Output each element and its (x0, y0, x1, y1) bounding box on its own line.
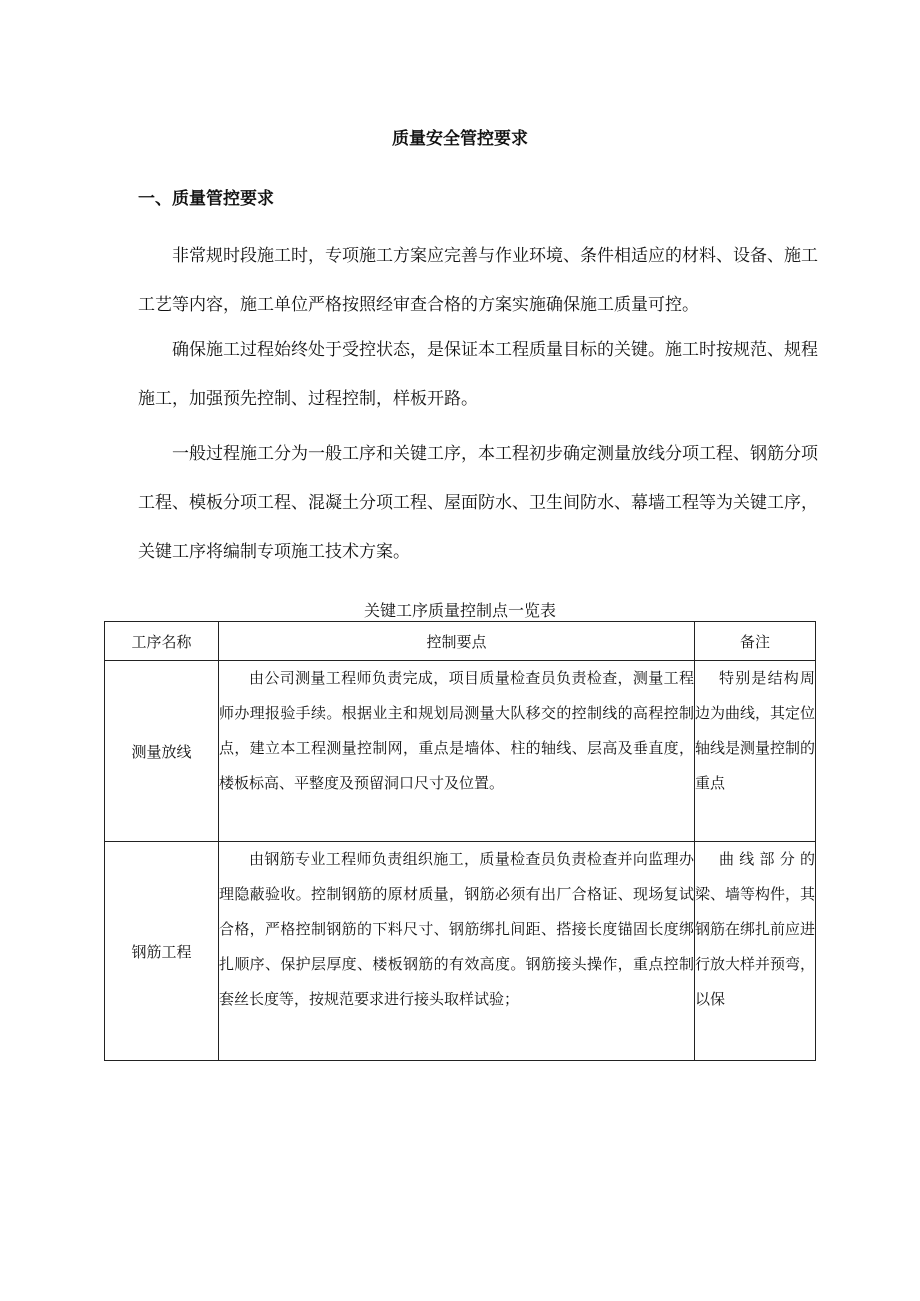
table-row (105, 661, 816, 842)
paragraph-2: 确保施工过程始终处于受控状态，是保证本工程质量目标的关键。施工时按规范、规程施工，加强预先控制、过程控制，样板开路。 (138, 340, 818, 409)
header-remarks: 备注 (695, 622, 816, 661)
section-heading: 一、质量管控要求 (138, 189, 274, 209)
cell-process-name: 钢筋工程 (105, 842, 219, 1061)
cell-process-name: 测量放线 (105, 661, 219, 842)
paragraph-3: 一般过程施工分为一般工序和关键工序，本工程初步确定测量放线分项工程、钢筋分项工程、模板分项工程、混凝土分项工程、屋面防水、卫生间防水、幕墙工程等为关键工序，关键工序将编制专项施工技术方案。 (138, 444, 818, 562)
table-caption: 关键工序质量控制点一览表 (363, 601, 556, 620)
header-control-points: 控制要点 (219, 622, 695, 661)
cell-control-points: 由公司测量工程师负责完成，项目质量检查员负责检查，测量工程师办理报验手续。根据业主和规划局测量大队移交的控制线的高程控制点，建立本工程测量控制网，重点是墙体、柱的轴线、层高及垂直度，楼板标高、平整度及预留洞口尺寸及位置。 (219, 661, 695, 842)
table-row (105, 842, 816, 1061)
table-header-row (105, 622, 816, 661)
header-process-name: 工序名称 (105, 622, 219, 661)
cell-remarks: 特别是结构周边为曲线，其定位轴线是测量控制的重点 (695, 661, 816, 842)
quality-control-table (104, 621, 816, 1061)
paragraph-1: 非常规时段施工时，专项施工方案应完善与作业环境、条件相适应的材料、设备、施工工艺等内容，施工单位严格按照经审查合格的方案实施确保施工质量可控。 (138, 246, 818, 315)
cell-control-points: 由钢筋专业工程师负责组织施工，质量检查员负责检查并向监理办理隐蔽验收。控制钢筋的原材质量，钢筋必须有出厂合格证、现场复试合格，严格控制钢筋的下料尺寸、钢筋绑扎间距、搭接长度锚固长度绑扎顺序、保护层厚度、楼板钢筋的有效高度。钢筋接头操作，重点控制套丝长度等，按规范要求进行接头取样试验； (219, 842, 695, 1061)
document-title: 质量安全管控要求 (392, 129, 528, 149)
cell-remarks: 曲线部分的梁、墙等构件，其钢筋在绑扎前应进行放大样并预弯，以保 (695, 842, 816, 1061)
